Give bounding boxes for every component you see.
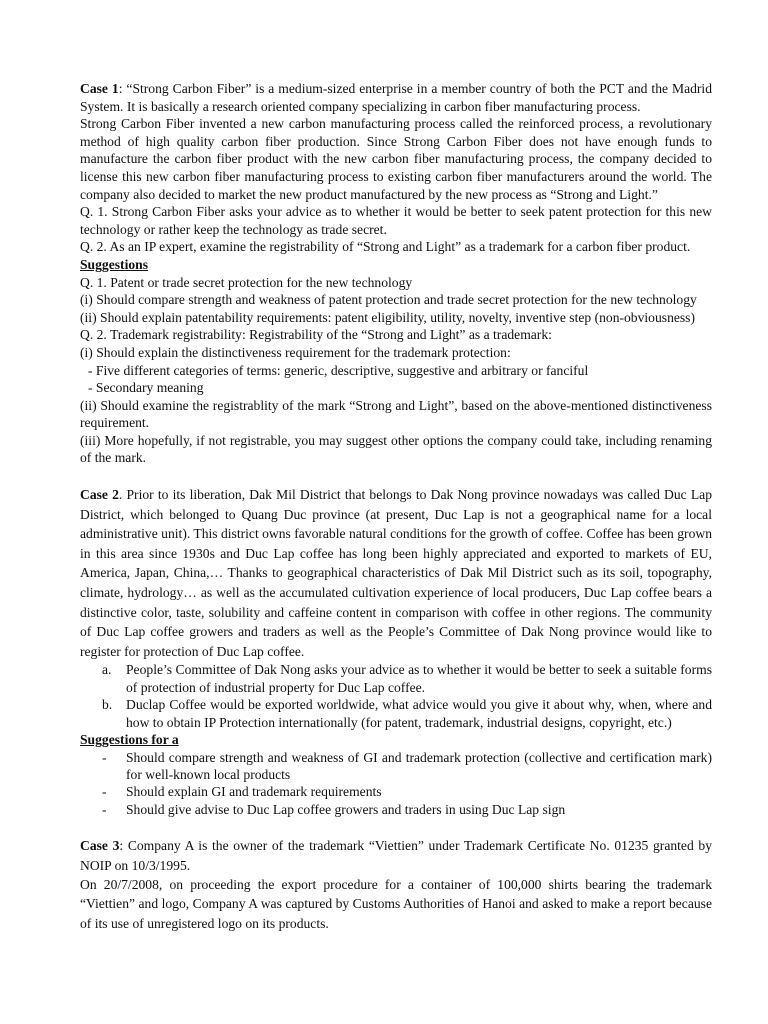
case-2-label: Case 2 xyxy=(80,487,119,503)
case-2-suggestions-heading: Suggestions for a xyxy=(80,732,179,748)
list-item: a. People’s Committee of Dak Nong asks your advice as to whether it would be better to seek a suitable forms of protection of industrial property for Duc Lap coffee. xyxy=(102,662,712,695)
suggestion-line: (iii) More hopefully, if not registrable, you may suggest other options the company could take, including renaming of the mark. xyxy=(80,432,712,466)
suggestion-subline: - Five different categories of terms: generic, descriptive, suggestive and arbitrary or fanciful xyxy=(88,362,589,378)
suggestion-line: (i) Should compare strength and weakness of patent protection and trade secret protection for the new technology xyxy=(80,292,697,308)
list-item: - Should explain GI and trademark requirements xyxy=(102,784,382,800)
suggestion-subline: - Secondary meaning xyxy=(88,380,204,396)
case-2 xyxy=(80,485,712,818)
case-1-question-1: Q. 1. Strong Carbon Fiber asks your advice as to whether it would be better to seek patent protection for this new technology or rather keep the technology as trade secret. xyxy=(80,204,712,237)
list-item: - Should compare strength and weakness of GI and trademark protection (collective and certification mark) for well-known local products xyxy=(102,749,712,783)
case-2-suggestions xyxy=(80,749,712,819)
case-2-questions xyxy=(80,661,712,731)
suggestion-line: Q. 1. Patent or trade secret protection for the new technology xyxy=(80,274,413,290)
suggestion-line: (i) Should explain the distinctiveness requirement for the trademark protection: xyxy=(80,344,511,360)
suggestion-line: Q. 2. Trademark registrability: Registrability of the “Strong and Light” as a trademark: xyxy=(80,327,552,343)
case-3 xyxy=(80,836,712,933)
case-1-question-2: Q. 2. As an IP expert, examine the registrability of “Strong and Light” as a trademark for a carbon fiber product. xyxy=(80,239,691,255)
case-1-label: Case 1 xyxy=(80,81,119,96)
list-item: b. Duclap Coffee would be exported worldwide, what advice would you give it about why, when, where and how to obtain IP Protection internationally (for patent, trademark, industrial designs, copyright, etc.) xyxy=(102,697,712,730)
case-1 xyxy=(80,80,712,467)
case-1-paragraph: Strong Carbon Fiber invented a new carbon manufacturing process called the reinforced process, a revolutionary method of high quality carbon fiber production. Since Strong Carbon Fiber does not have enough funds to manufacture the carbon fiber product with the new carbon fiber manufacturing process, the company decided to license this new carbon fiber manufacturing process to existing carbon fiber manufacturers around the world. The company also decided to market the new product manufactured by the new process as “Strong and Light.” xyxy=(80,116,712,202)
suggestion-line: (ii) Should examine the registrablity of the mark “Strong and Light”, based on the above-mentioned distinctiveness requirement. xyxy=(80,397,712,431)
case-3-paragraph: On 20/7/2008, on proceeding the export procedure for a container of 100,000 shirts bearing the trademark “Viettien” and logo, Company A was captured by Customs Authorities of Hanoi and asked to make a report because of its use of unregistered logo on its products. xyxy=(80,877,712,931)
case-3-intro: Case 3: Company A is the owner of the trademark “Viettien” under Trademark Certificate No. 01235 granted by NOIP on 10/3/1995. xyxy=(80,838,712,873)
case-1-suggestions-heading: Suggestions xyxy=(80,256,148,272)
case-2-intro: Case 2. Prior to its liberation, Dak Mil District that belongs to Dak Nong province nowadays was called Duc Lap District, which belonged to Quang Duc province (at present, Duc Lap is not a geographical name for a local administrative unit). This district owns favorable natural conditions for the growth of coffee. Coffee has been grown in this area since 1930s and Duc Lap coffee has long been highly appreciated and exported to markets of EU, America, Japan, China,… Thanks to geographical characteristics of Dak Mil District such as its soil, topography, climate, hydrology… as well as the accumulated cultivation experience of local producers, Duc Lap coffee bears a distinctive color, taste, solubility and caffeine content in comparison with coffee in other regions. The community of Duc Lap coffee growers and traders as well as the People’s Committee of Dak Nong province would like to register for protection of Duc Lap coffee. xyxy=(80,487,713,659)
suggestion-line: (ii) Should explain patentability requirements: patent eligibility, utility, novelty, inventive step (non-obviousness) xyxy=(80,309,696,325)
case-3-label: Case 3 xyxy=(80,838,120,854)
list-item: - Should give advise to Duc Lap coffee growers and traders in using Duc Lap sign xyxy=(102,801,566,817)
case-1-intro: Case 1: “Strong Carbon Fiber” is a medium-sized enterprise in a member country of both the PCT and the Madrid System. It is basically a research oriented company specializing in carbon fiber manufacturing process. xyxy=(80,81,712,114)
